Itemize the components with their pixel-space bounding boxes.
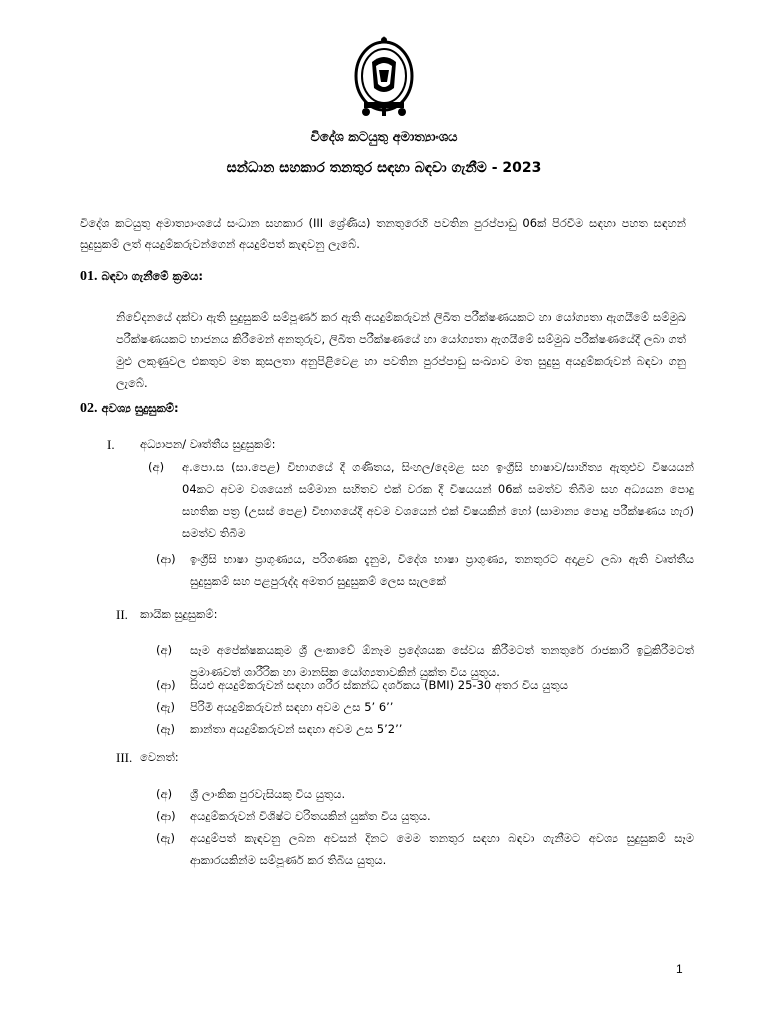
group-1-item-b-marker: (ආ) — [156, 552, 176, 566]
sri-lanka-emblem-icon — [352, 32, 416, 118]
group-1-item-b-text: ඉංග්‍රීසි භාෂා ප්‍රාගුණ්‍යය, පරිගණක දැනුම, විදේශ භාෂා ප්‍රාගුණ්‍ය, තනතුරට අදාළව ලබා ඇති වෘත්තීය සුදුසුකම් සහ පළපුරුද්ද අමතර සුදුසුකම් ලෙස සැලකේ — [190, 552, 694, 588]
ministry-name: විදේශ කටයුතු අමාත්‍යාංශය — [310, 130, 458, 145]
group-2-item-a-text: සෑම අපේක්ෂකයකුම ශ්‍රී ලංකාවේ ඕනෑම ප්‍රදේශයක සේවය කිරීමටත් තනතුරේ රාජකාරි ඉටුකිරීමටත් ප්‍රමාණවත් ශාරීරික හා මානසික යෝග්‍යතාවකින් යුක්ත විය යුතුය. — [190, 643, 694, 679]
group-1-title: අධ්‍යාපන/ වෘත්තීය සුදුසුකම්: — [140, 437, 276, 451]
group-2-item-b-marker: (ආ) — [156, 678, 176, 692]
section-1-title: බඳවා ගැනීමේ ක්‍රමය: — [101, 269, 204, 283]
section-1-heading — [80, 269, 203, 285]
group-2-item-d-marker: (ඈ) — [156, 722, 175, 736]
group-1-numeral: I. — [107, 437, 115, 452]
group-2-numeral: II. — [116, 607, 128, 622]
group-2-item-b-text: සියළු අයදුම්කරුවන් සඳහා ශරීර ස්කන්ධ දර්ශකය (BMI) 25-30 අතර විය යුතුය — [190, 678, 568, 692]
intro-paragraph: විදේශ කටයුතු අමාත්‍යාංශයේ සංධාන සහකාර (III ශ්‍රේණිය) තනතුරෙහි පවතින පුරප්පාඩු 06ක් පිරවීම සඳහා පහත සඳහන් සුදුසුකම් ලත් අයදුම්කරුවන්ගෙන් අයදුම්පත් කැඳවනු ලැබේ. — [80, 216, 686, 251]
group-2-title: කායික සුදුසුකම්: — [140, 607, 218, 621]
group-3-item-c-marker: (ඇ) — [156, 831, 175, 845]
notice-title-text: සන්ධාන සහකාර තනතුර සඳහා බඳවා ගැනීම - 2023 — [226, 160, 542, 176]
group-3-numeral: III. — [116, 750, 133, 765]
section-1-body: නිවේදනයේ දක්වා ඇති සුදුසුකම් සම්පූර්ණ කර ඇති අයදුම්කරුවන් ලිඛිත පරීක්ෂණයකට හා යෝග්‍යතා ඇගයීමේ සම්මුඛ පරීක්ෂණයකට භාජනය කිරීමෙන් අනතුරුව, ලිඛිත පරීක්ෂණයේ හා යෝග්‍යතා ඇගයීමේ සම්මුඛ පරීක්ෂණයේදී ලබා ගත් මුළු ලකුණුවල එකතුව මත කුසලතා අනුපිළිවෙළ හා පවතින පුරප්පාඩු සංඛ්‍යාව මත සුදුසු අයදුම්කරුවන් බඳවා ගනු ලැබේ. — [116, 310, 686, 390]
group-3-item-a-marker: (අ) — [156, 787, 173, 801]
group-2-item-c-text: පිරිමි අයදුම්කරුවන් සඳහා අවම උස 5’ 6’’ — [190, 700, 394, 714]
notice-title — [0, 160, 768, 176]
section-2-number: 02. — [80, 401, 98, 416]
group-2-item-d-text: කාන්තා අයදුම්කරුවන් සඳහා අවම උස 5’2’’ — [190, 722, 403, 736]
section-2-title: අවශ්‍ය සුදුසුකම්: — [101, 401, 179, 415]
group-1-item-a-marker: (අ) — [148, 460, 165, 474]
group-3-title: වෙනත්: — [140, 750, 179, 764]
group-2-item-a-marker: (අ) — [156, 643, 173, 657]
section-1-number: 01. — [80, 269, 98, 284]
group-3-item-b-marker: (ආ) — [156, 809, 176, 823]
section-2-heading — [80, 401, 179, 417]
group-3-item-b-text: අයදුම්කරුවන් විශිෂ්ට චරිතයකින් යුක්ත විය යුතුය. — [190, 809, 431, 823]
group-1-item-a-text: අ.පො.ස (සා.පෙළ) විභාගයේ දී ගණිතය, සිංහල/දෙමළ සහ ඉංග්‍රීසි භාෂාව/සාහිත්‍ය ඇතුළුව විෂයයන් 04කට අවම වශයෙන් සම්මාන සහිතව එක් වරක දී විෂයයන් 06ක් සමත්ව තිබීම සහ අධ්‍යයන පොදු සහතික පත්‍ර (උසස් පෙළ) විභාගයේදී අවම වශයෙන් එක් විෂයකින් හෝ (සාමාන්‍ය පොදු පරීක්ෂණය හැර) සමත්ව තිබීම — [182, 460, 694, 540]
group-2-item-c-marker: (ඇ) — [156, 700, 175, 714]
group-3-item-c-text: අයදුම්පත් කැඳවනු ලබන අවසන් දිනට මෙම තනතුර සඳහා බඳවා ගැනීමට අවශ්‍ය සුදුසුකම් සෑම ආකාරයකින්ම සම්පූර්ණ කර තිබිය යුතුය. — [190, 831, 694, 867]
page-number: 1 — [676, 962, 683, 976]
group-3-item-a-text: ශ්‍රී ලාංකික පුරවැසියකු විය යුතුය. — [190, 787, 346, 801]
